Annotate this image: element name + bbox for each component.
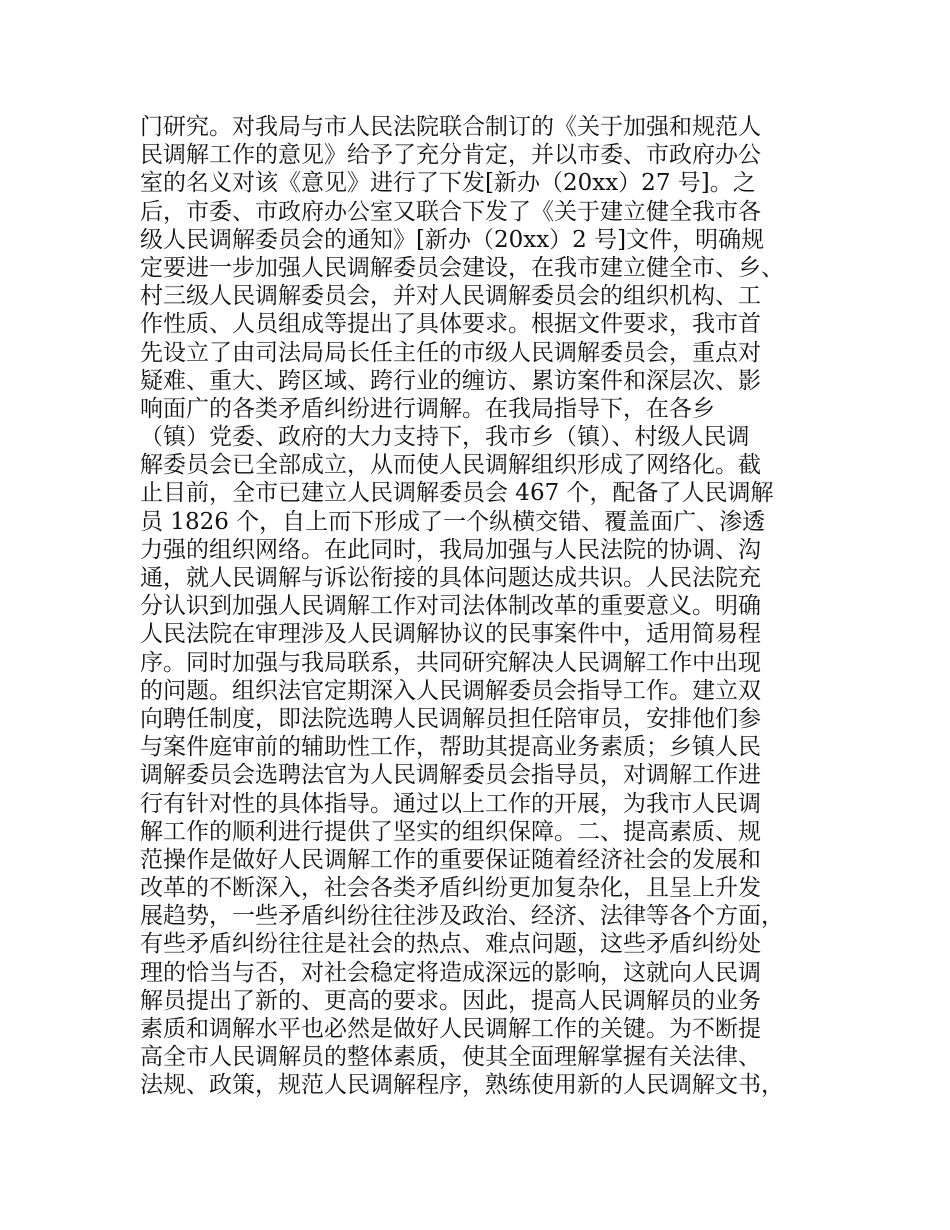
- text-line: 止目前，全市已建立人民调解委员会 467 个，配备了人民调解: [140, 480, 774, 507]
- text-line: 法规、政策，规范人民调解程序，熟练使用新的人民调解文书，: [140, 1072, 784, 1099]
- text-line: 分认识到加强人民调解工作对司法体制改革的重要意义。明确: [140, 593, 761, 620]
- text-line: 展趋势，一些矛盾纠纷往往涉及政治、经济、法律等各个方面，: [140, 903, 784, 930]
- text-line: 的问题。组织法官定期深入人民调解委员会指导工作。建立双: [140, 677, 761, 704]
- text-line: 调解委员会选聘法官为人民调解委员会指导员，对调解工作进: [140, 762, 761, 789]
- text-line: 理的恰当与否，对社会稳定将造成深远的影响，这就向人民调: [140, 959, 761, 986]
- text-line: 作性质、人员组成等提出了具体要求。根据文件要求，我市首: [140, 311, 761, 338]
- text-line: 响面广的各类矛盾纠纷进行调解。在我局指导下，在各乡: [140, 395, 715, 422]
- text-line: 定要进一步加强人民调解委员会建设，在我市建立健全市、乡、: [140, 254, 784, 281]
- text-line: 高全市人民调解员的整体素质，使其全面理解掌握有关法律、: [140, 1044, 761, 1071]
- text-line: 人民法院在审理涉及人民调解协议的民事案件中，适用简易程: [140, 621, 761, 648]
- text-line: 先设立了由司法局局长任主任的市级人民调解委员会，重点对: [140, 339, 761, 366]
- text-line: 解员提出了新的、更高的要求。因此，提高人民调解员的业务: [140, 987, 761, 1014]
- text-line: 室的名义对该《意见》进行了下发[新办（20xx）27 号]。之: [140, 170, 756, 197]
- text-line: 改革的不断深入，社会各类矛盾纠纷更加复杂化，且呈上升发: [140, 875, 761, 902]
- text-line: 范操作是做好人民调解工作的重要保证随着经济社会的发展和: [140, 846, 761, 873]
- text-line: 员 1826 个，自上而下形成了一个纵横交错、覆盖面广、渗透: [140, 508, 766, 535]
- text-line: 通，就人民调解与诉讼衔接的具体问题达成共识。人民法院充: [140, 565, 761, 591]
- text-line: 后，市委、市政府办公室又联合下发了《关于建立健全我市各: [140, 198, 761, 225]
- text-line: 解委员会已全部成立，从而使人民调解组织形成了网络化。截: [140, 452, 761, 479]
- text-line: 素质和调解水平也必然是做好人民调解工作的关键。为不断提: [140, 1016, 761, 1042]
- text-line: 与案件庭审前的辅助性工作，帮助其提高业务素质；乡镇人民: [140, 734, 761, 761]
- text-line: 疑难、重大、跨区域、跨行业的缠访、累访案件和深层次、影: [140, 367, 761, 394]
- text-line: 门研究。对我局与市人民法院联合制订的《关于加强和规范人: [140, 114, 761, 140]
- text-line: 力强的组织网络。在此同时，我局加强与人民法院的协调、沟: [140, 536, 761, 563]
- text-line: 解工作的顺利进行提供了坚实的组织保障。二、提高素质、规: [140, 818, 761, 845]
- text-line: 民调解工作的意见》给予了充分肯定，并以市委、市政府办公: [140, 142, 761, 169]
- text-line: 向聘任制度，即法院选聘人民调解员担任陪审员，安排他们参: [140, 705, 761, 732]
- text-line: 村三级人民调解委员会，并对人民调解委员会的组织机构、工: [140, 283, 761, 310]
- body-text: [140, 113, 840, 1100]
- text-line: （镇）党委、政府的大力支持下，我市乡（镇）、村级人民调: [140, 424, 750, 451]
- text-line: 序。同时加强与我局联系，共同研究解决人民调解工作中出现: [140, 649, 761, 676]
- text-line: 有些矛盾纠纷往往是社会的热点、难点问题，这些矛盾纠纷处: [140, 931, 761, 958]
- text-line: 级人民调解委员会的通知》[新办（20xx）2 号]文件，明确规: [140, 226, 765, 253]
- text-line: 行有针对性的具体指导。通过以上工作的开展，为我市人民调: [140, 790, 761, 817]
